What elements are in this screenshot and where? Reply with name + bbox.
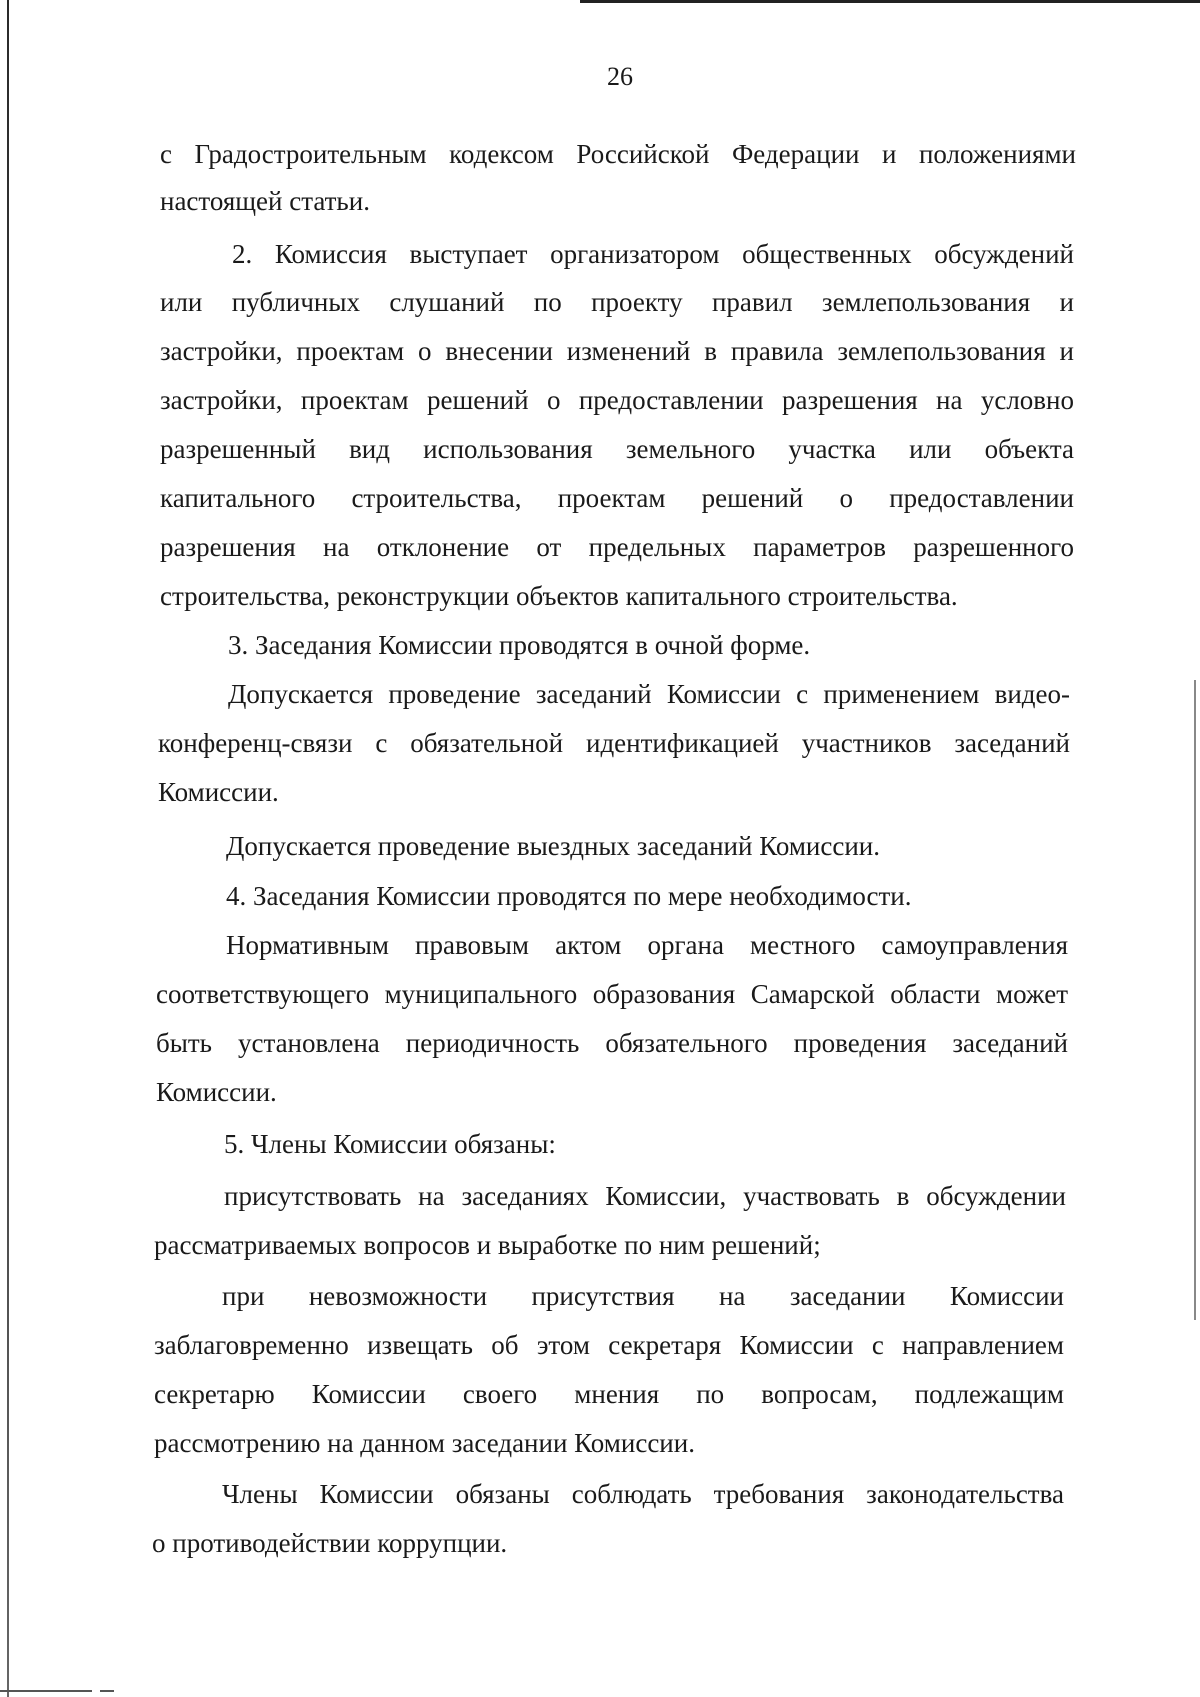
scan-mark-bottom xyxy=(0,1690,92,1692)
text-line: с Градостроительным кодексом Российской Федерации и положениями xyxy=(160,139,1076,169)
text-line: конференц-связи с обязательной идентификацией участников заседаний xyxy=(158,728,1070,758)
scan-edge-left xyxy=(7,0,9,1697)
text-line: Допускается проведение заседаний Комиссии с применением видео- xyxy=(228,679,1070,709)
text-line: присутствовать на заседаниях Комиссии, участвовать в обсуждении xyxy=(224,1181,1066,1211)
scan-mark-bottom-short xyxy=(100,1690,114,1692)
text-line: разрешения на отклонение от предельных параметров разрешенного xyxy=(160,532,1074,562)
text-line: 4. Заседания Комиссии проводятся по мере необходимости. xyxy=(226,881,912,911)
scan-edge-right xyxy=(1194,680,1196,1320)
page-number: 26 xyxy=(607,62,633,91)
text-line: разрешенный вид использования земельного участка или объекта xyxy=(160,434,1074,464)
text-line: Нормативным правовым актом органа местного самоуправления xyxy=(226,930,1068,960)
text-line: заблаговременно извещать об этом секретаря Комиссии с направлением xyxy=(154,1330,1064,1360)
text-line: или публичных слушаний по проекту правил землепользования и xyxy=(160,287,1074,317)
text-line: 3. Заседания Комиссии проводятся в очной форме. xyxy=(228,630,811,660)
scan-edge-top xyxy=(580,0,1200,3)
text-line: о противодействии коррупции. xyxy=(152,1528,508,1558)
text-line: Члены Комиссии обязаны соблюдать требования законодательства xyxy=(222,1479,1064,1509)
text-line: 2. Комиссия выступает организатором общественных обсуждений xyxy=(232,239,1074,269)
text-line: Комиссии. xyxy=(156,1077,277,1107)
text-line: строительства, реконструкции объектов капитального строительства. xyxy=(160,581,958,611)
text-line: секретарю Комиссии своего мнения по вопросам, подлежащим xyxy=(154,1379,1064,1409)
text-line: при невозможности присутствия на заседании Комиссии xyxy=(222,1281,1064,1311)
text-line: соответствующего муниципального образования Самарской области может xyxy=(156,979,1068,1009)
text-line: рассматриваемых вопросов и выработке по ним решений; xyxy=(154,1230,821,1260)
text-line: застройки, проектам о внесении изменений в правила землепользования и xyxy=(160,336,1074,366)
text-line: Допускается проведение выездных заседаний Комиссии. xyxy=(226,831,880,861)
text-line: застройки, проектам решений о предоставлении разрешения на условно xyxy=(160,385,1074,415)
text-line: 5. Члены Комиссии обязаны: xyxy=(224,1129,556,1159)
text-line: Комиссии. xyxy=(158,777,279,807)
text-line: настоящей статьи. xyxy=(160,186,370,216)
text-line: рассмотрению на данном заседании Комиссии. xyxy=(154,1428,695,1458)
text-line: быть установлена периодичность обязательного проведения заседаний xyxy=(156,1028,1068,1058)
text-line: капитального строительства, проектам решений о предоставлении xyxy=(160,483,1074,513)
